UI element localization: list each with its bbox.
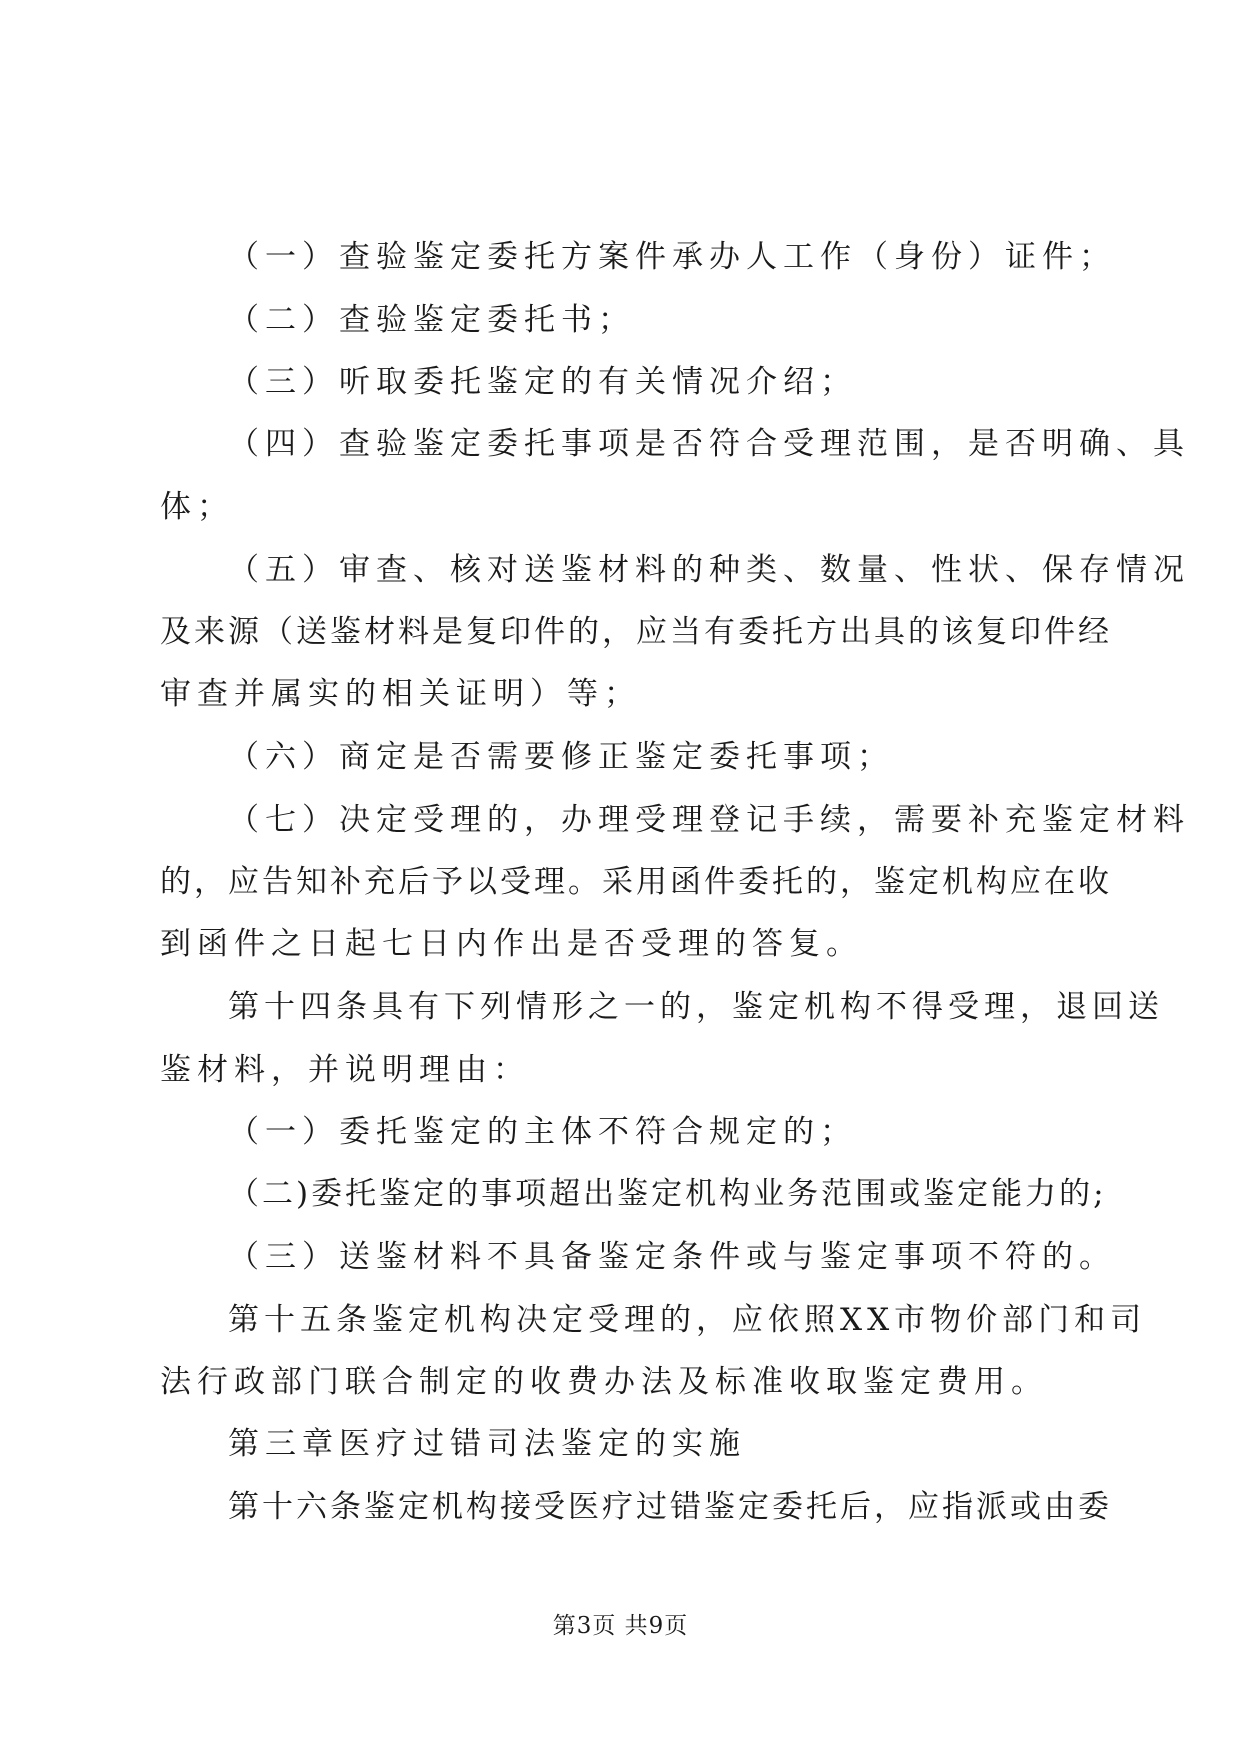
text-line: （七）决定受理的，办理受理登记手续，需要补充鉴定材料	[228, 802, 1190, 838]
text-line: （一）委托鉴定的主体不符合规定的；	[228, 1114, 857, 1150]
text-line: （四）查验鉴定委托事项是否符合受理范围，是否明确、具	[228, 426, 1190, 462]
text-line: （五）审查、核对送鉴材料的种类、数量、性状、保存情况	[228, 552, 1190, 588]
text-line: 第三章医疗过错司法鉴定的实施	[228, 1426, 746, 1462]
text-line: （三）送鉴材料不具备鉴定条件或与鉴定事项不符的。	[228, 1239, 1116, 1275]
page-number-footer: 第3页 共9页	[552, 1613, 689, 1639]
text-line: 第十四条具有下列情形之一的，鉴定机构不得受理，退回送	[228, 989, 1164, 1025]
text-line: （三）听取委托鉴定的有关情况介绍；	[228, 364, 857, 400]
text-line: （二)委托鉴定的事项超出鉴定机构业务范围或鉴定能力的;	[228, 1176, 1107, 1212]
text-line: 第十五条鉴定机构决定受理的，应依照XX市物价部门和司	[228, 1302, 1147, 1338]
text-line: 第十六条鉴定机构接受医疗过错鉴定委托后，应指派或由委	[228, 1489, 1112, 1525]
text-line: （二）查验鉴定委托书；	[228, 302, 635, 338]
text-line: 体；	[160, 489, 234, 525]
text-line: （一）查验鉴定委托方案件承办人工作（身份）证件；	[228, 239, 1116, 275]
text-line: 到函件之日起七日内作出是否受理的答复。	[160, 926, 863, 962]
text-line: 的，应告知补充后予以受理。采用函件委托的，鉴定机构应在收	[160, 864, 1112, 900]
text-line: 鉴材料，并说明理由：	[160, 1052, 530, 1088]
text-line: 审查并属实的相关证明）等；	[160, 676, 641, 712]
text-line: （六）商定是否需要修正鉴定委托事项；	[228, 739, 894, 775]
text-line: 法行政部门联合制定的收费办法及标准收取鉴定费用。	[160, 1364, 1048, 1400]
text-line: 及来源（送鉴材料是复印件的，应当有委托方出具的该复印件经	[160, 614, 1112, 650]
